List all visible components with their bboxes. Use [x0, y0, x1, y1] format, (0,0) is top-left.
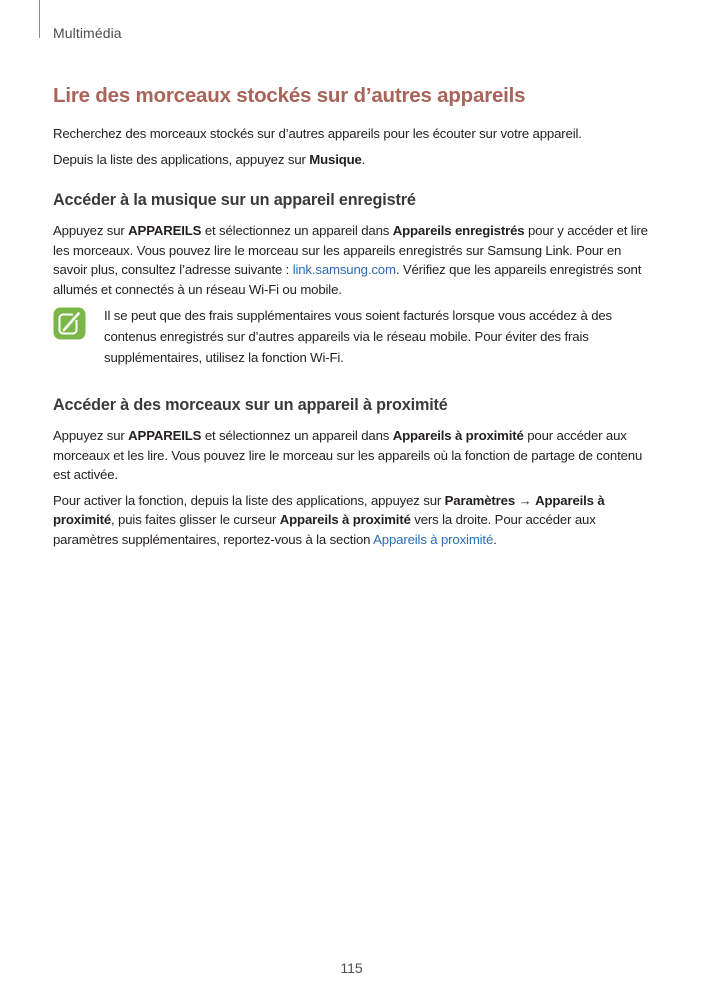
settings-app-name: Paramètres: [444, 492, 516, 508]
text-span: Appuyez sur: [53, 223, 129, 238]
intro-period: .: [361, 151, 366, 167]
text-span: et sélectionnez un appareil dans: [201, 223, 393, 238]
nearby-devices-section-link[interactable]: Appareils à proximité: [373, 531, 494, 547]
music-app-name: Musique: [309, 151, 362, 167]
page-number: 115: [340, 960, 363, 976]
text-span: Pour activer la fonction, depuis la liste des applications, appuyez sur: [53, 492, 445, 508]
text-span: . Vérifiez que les appareils enregistrés sont allumés et connectés à un réseau Wi-Fi ou mobile.: [53, 262, 642, 297]
text-span: pour y accéder et lire les morceaux. Vous pouvez lire le morceau sur les appareils enregistrés sur Samsung Link. Pour en savoir plus, consultez l’adresse suivante :: [53, 223, 648, 277]
nearby-paragraph-1: [53, 426, 653, 485]
note-pencil-icon: [53, 307, 86, 340]
text-span: et sélectionnez un appareil dans: [201, 428, 393, 443]
intro-paragraph-1: Recherchez des morceaux stockés sur d’autres appareils pour les écouter sur votre appareil.: [53, 126, 582, 141]
samsung-link[interactable]: link.samsung.com: [292, 262, 396, 277]
arrow-separator: →: [515, 492, 536, 508]
text-span: .: [493, 531, 497, 547]
nearby-devices-name: Appareils à proximité: [392, 428, 524, 443]
section-heading-nearby: Accéder à des morceaux sur un appareil à proximité: [53, 396, 448, 414]
text-span: , puis faites glisser le curseur: [111, 512, 280, 527]
header-rule: [39, 0, 40, 38]
section-heading-registered: Accéder à la musique sur un appareil enregistré: [53, 191, 416, 209]
devices-tab-name: APPAREILS: [128, 428, 202, 443]
intro-text: Depuis la liste des applications, appuyez sur: [53, 151, 310, 167]
text-span: Appuyez sur: [53, 428, 129, 443]
note-text: Il se peut que des frais supplémentaires vous soient facturés lorsque vous accédez à des contenus enregistrés sur d’autres appareils via le réseau mobile. Pour éviter des frais supplémentaires, utilisez la fonction Wi-Fi.: [104, 308, 613, 365]
note-block: [53, 305, 653, 368]
devices-tab-name: APPAREILS: [128, 223, 202, 238]
intro-paragraph-2: [53, 150, 653, 170]
nearby-devices-menu-name: Appareils à proximité: [53, 492, 605, 527]
main-content: [53, 82, 653, 555]
registered-paragraph: [53, 221, 653, 299]
page-title: Lire des morceaux stockés sur d’autres appareils: [53, 84, 526, 107]
section-label: Multimédia: [53, 25, 122, 41]
text-span: pour accéder aux morceaux et les lire. Vous pouvez lire le morceau sur les appareils où la fonction de partage de contenu est activée.: [53, 428, 643, 482]
registered-devices-name: Appareils enregistrés: [392, 223, 525, 238]
nearby-devices-switch-name: Appareils à proximité: [279, 512, 411, 527]
nearby-paragraph-2: [53, 491, 653, 550]
text-span: vers la droite. Pour accéder aux paramètres supplémentaires, reportez-vous à la section: [53, 512, 596, 547]
